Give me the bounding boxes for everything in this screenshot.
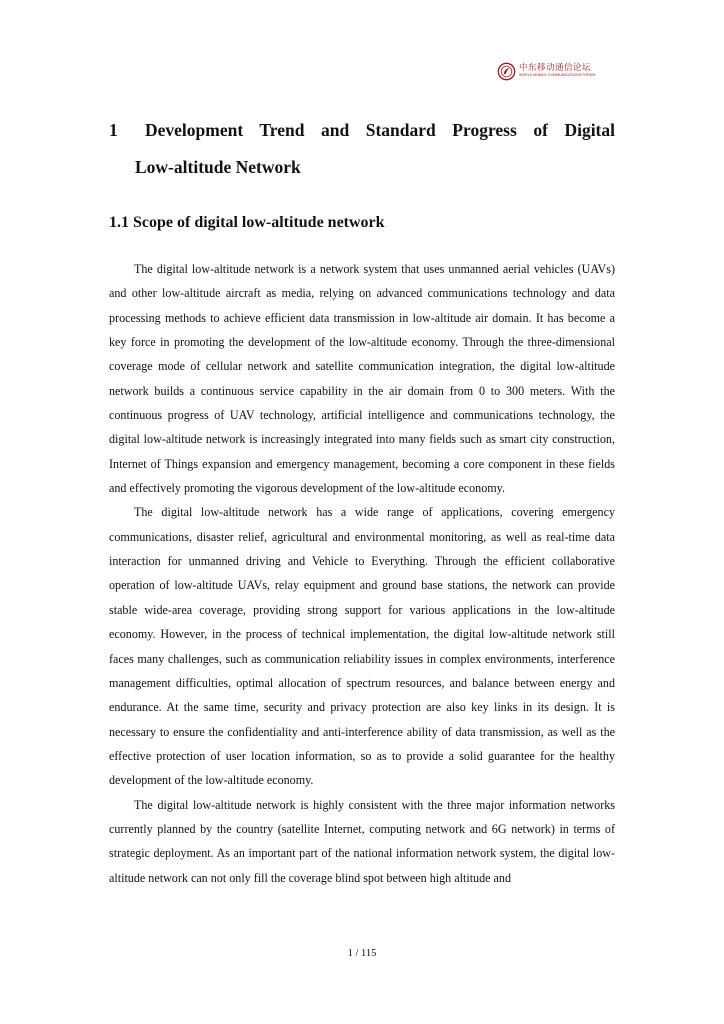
logo-text — [519, 64, 595, 78]
paragraph: The digital low-altitude network is highly consistent with the three major information networks currently planned by the country (satellite Internet, computing network and 6G network) in terms of strategic deployment. As an important part of the national information network system, the digital low-altitude network can not only fill the coverage blind spot between high altitude and — [109, 797, 615, 885]
chapter-heading — [109, 120, 615, 141]
paragraph: The digital low-altitude network has a wide range of applications, covering emergency communications, disaster relief, agricultural and environmental monitoring, as well as real-time data interaction for unmanned driving and Vehicle to Everything. Through the efficient collaborative operation of low-altitude UAVs, relay equipment and ground base stations, the network can provide stable wide-area coverage, providing strong support for various applications in the low-altitude economy. However, in the process of technical implementation, the digital low-altitude network still faces many challenges, such as communication reliability issues in complex environments, interference management difficulties, optimal allocation of spectrum resources, and balance between energy and endurance. At the same time, security and privacy protection are also key links in its design. It is necessary to ensure the confidentiality and anti-interference ability of data transmission, as well as the effective protection of user location information, so as to provide a solid guarantee for the healthy development of the low-altitude economy. — [109, 505, 615, 788]
logo-chinese-name: 中东移动通信论坛 — [519, 62, 592, 73]
paragraph: The digital low-altitude network is a network system that uses unmanned aerial vehicles (UAVs) and other low-altitude aircraft as media, relying on advanced communications technology and data processing methods to achieve efficient data transmission in low-altitude air domain. It has become a key force in promoting the development of the low-altitude economy. Through the three-dimensional coverage mode of cellular network and satellite communication integration, the digital low-altitude network builds a continuous service capability in the air domain from 0 to 300 meters. With the continuous progress of UAV technology, artificial intelligence and communications technology, the digital low-altitude network is increasingly integrated into many fields such as smart city construction, Internet of Things expansion and emergency management, becoming a core component in these fields and effectively promoting the vigorous development of the low-altitude economy. — [109, 262, 615, 496]
section-heading: 1.1 Scope of digital low-altitude network — [109, 214, 385, 231]
chapter-title-line1: Development Trend and Standard Progress of Digital — [145, 120, 615, 140]
body-text — [109, 257, 615, 890]
logo-english-name: WORLD MOBILE COMMUNICATIONS FORUM — [519, 73, 596, 78]
page-number: 1 / 115 — [347, 948, 377, 959]
chapter-number: 1 — [109, 120, 118, 140]
chapter-title-line2: Low-altitude Network — [135, 157, 301, 177]
journal-seal-icon — [497, 62, 516, 81]
header-logo — [497, 60, 595, 82]
